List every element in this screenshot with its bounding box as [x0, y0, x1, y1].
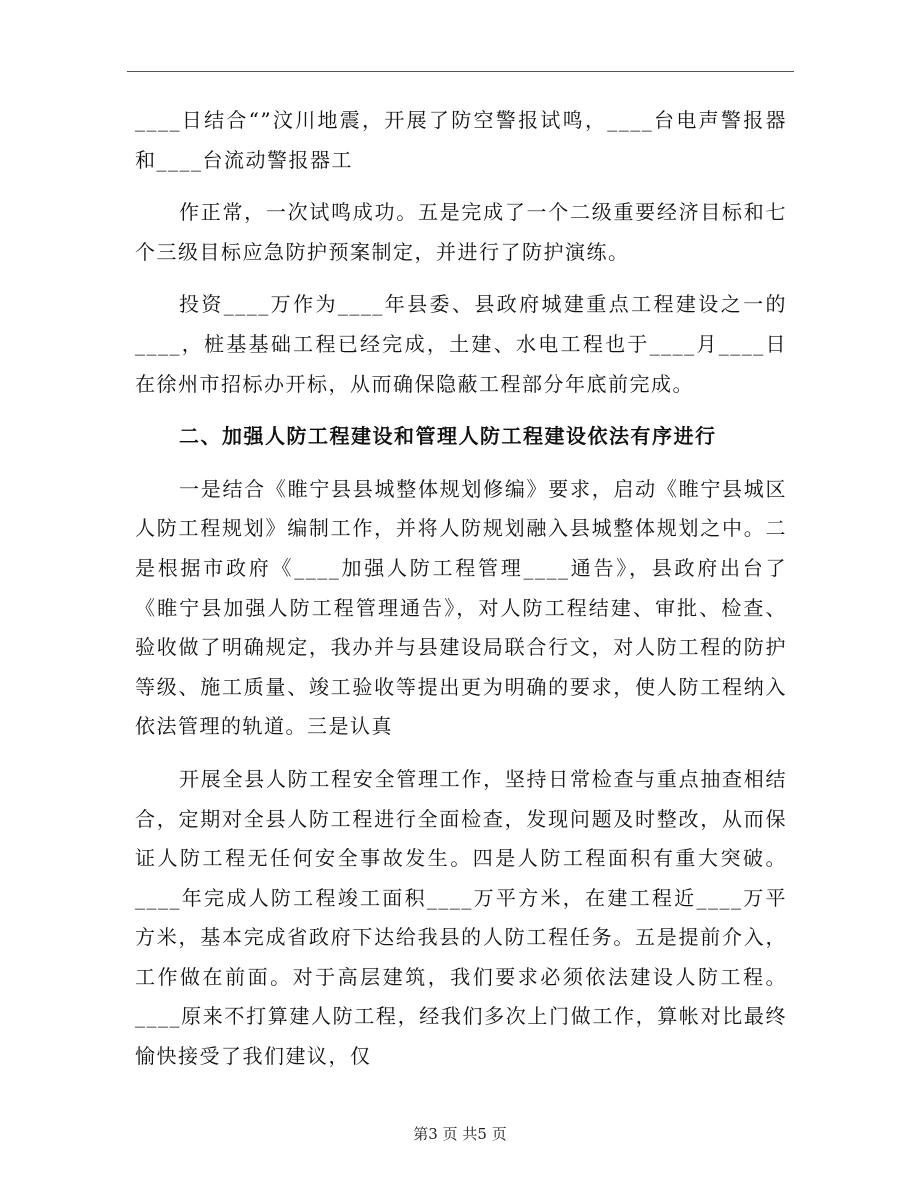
paragraph-alarm-result: 作正常，一次试鸣成功。五是完成了一个二级重要经济目标和七个三级目标应急防护预案制定，并进行了防护演练。	[135, 200, 787, 264]
document-body	[135, 101, 787, 1077]
paragraph-alarm-test: ____日结合“”汶川地震，开展了防空警报试鸣，____台电声警报器和____台流动警报器工	[135, 108, 787, 172]
paragraph-safety-management: 开展全县人防工程安全管理工作，坚持日常检查与重点抽查相结合，定期对全县人防工程进行全面检查，发现问题及时整改，从而保证人防工程无任何安全事故发生。四是人防工程面积有重大突破。____年完成人防工程竣工面积____万平方米，在建工程近____万平方米，基本完成省政府下达给我县的人防工程任务。五是提前介入，工作做在前面。对于高层建筑，我们要求必须依法建设人防工程。____原来不打算建人防工程，经我们多次上门做工作，算帐对比最终愉快接受了我们建议，仅	[135, 766, 787, 1069]
paragraph-investment: 投资____万作为____年县委、县政府城建重点工程建设之一的____，桩基基础工程已经完成，土建、水电工程也于____月____日在徐州市招标办开标，从而确保隐蔽工程部分年底前完成。	[135, 292, 787, 396]
section-heading-2: 二、加强人防工程建设和管理人防工程建设依法有序进行	[179, 424, 717, 449]
header-rule	[127, 71, 794, 72]
paragraph-planning: 一是结合《睢宁县县城整体规划修编》要求，启动《睢宁县城区人防工程规划》编制工作，并将人防规划融入县城整体规划之中。二是根据市政府《____加强人防工程管理____通告》，县政府出台了《睢宁县加强人防工程管理通告》，对人防工程结建、审批、检查、验收做了明确规定，我办并与县建设局联合行文，对人防工程的防护等级、施工质量、竣工验收等提出更为明确的要求，使人防工程纳入依法管理的轨道。三是认真	[135, 476, 787, 739]
page-number: 第3 页 共5 页	[413, 1125, 507, 1143]
